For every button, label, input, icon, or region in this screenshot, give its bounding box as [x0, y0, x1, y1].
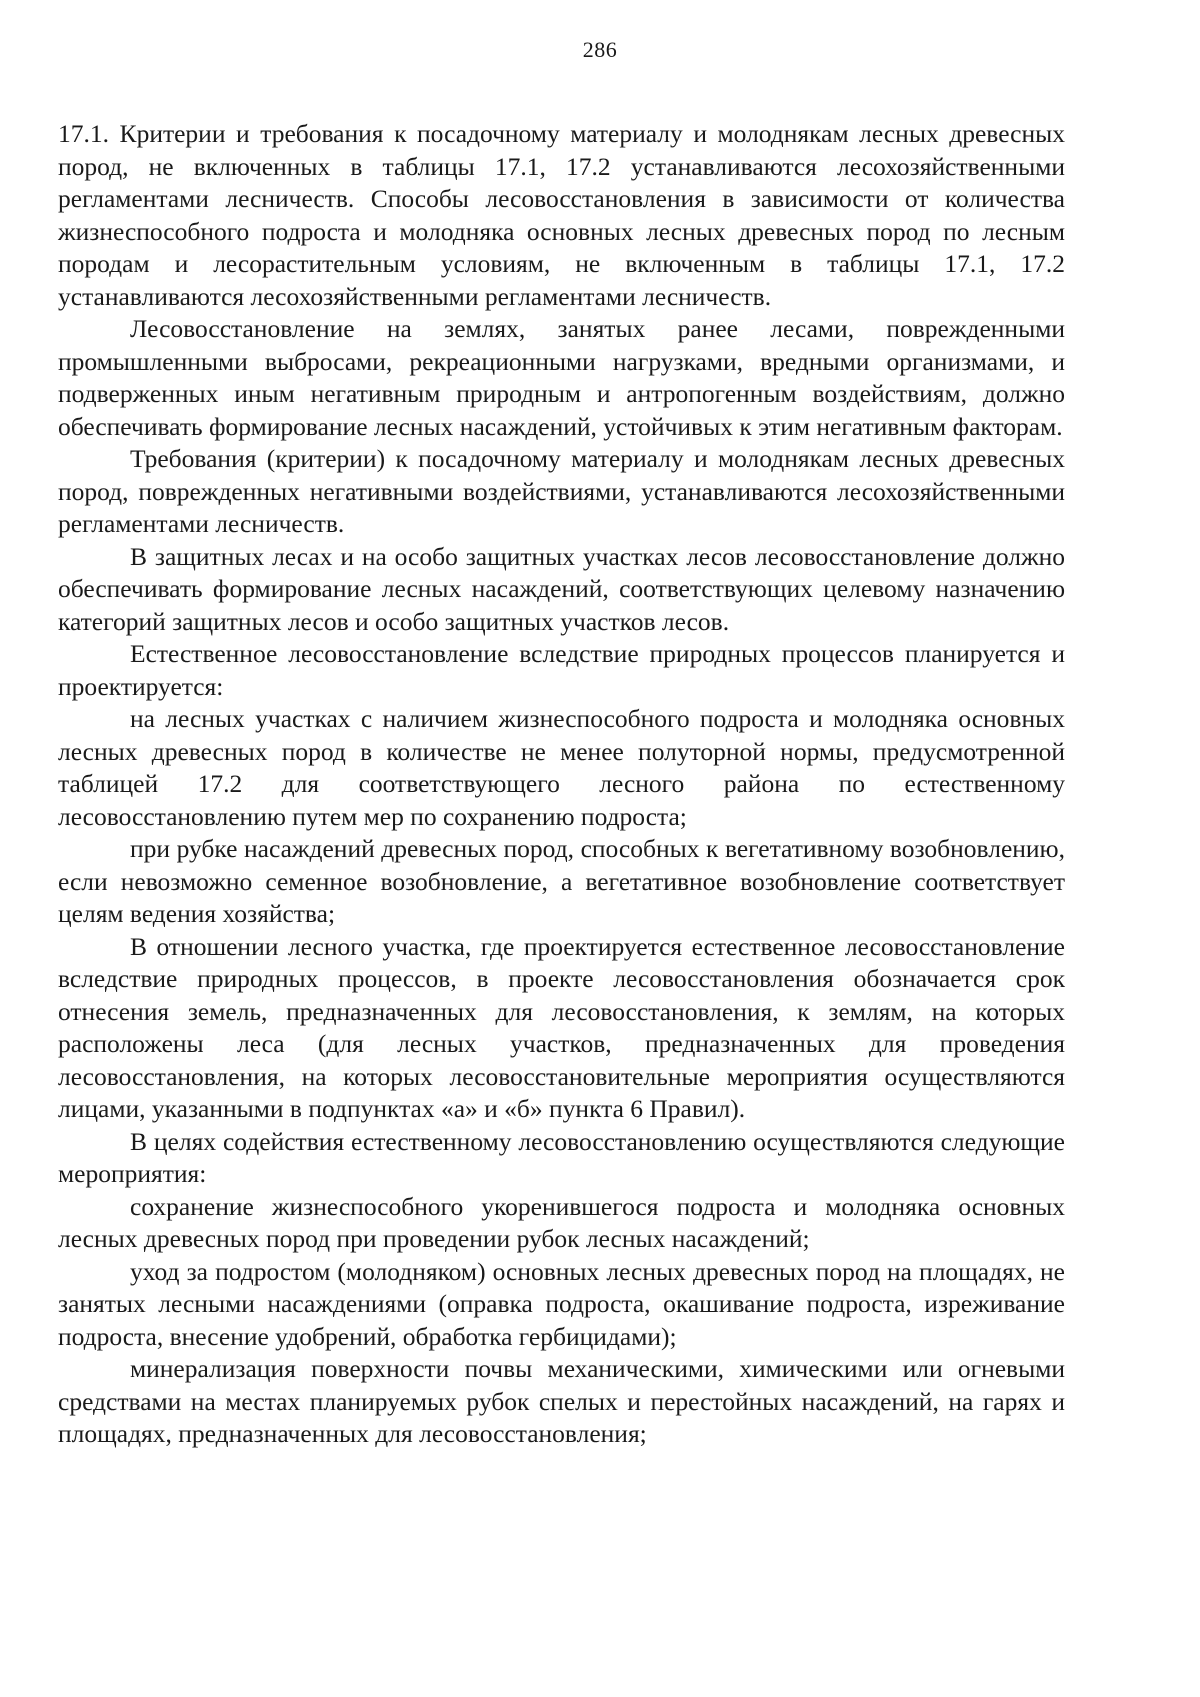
document-body	[58, 118, 1065, 1451]
paragraph-item-undergrowth: на лесных участках с наличием жизнеспособного подроста и молодняка основных лесных древесных пород в количестве не менее полуторной нормы, предусмотренной таблицей 17.2 для соответствующего лесного района по естественному лесовосстановлению путем мер по сохранению подроста;	[58, 704, 1065, 831]
paragraph-criteria-17-1: 17.1. Критерии и требования к посадочному материалу и молоднякам лесных древесных пород, не включенных в таблицы 17.1, 17.2 устанавливаются лесохозяйственными регламентами лесничеств. Способы лесовосстановления в зависимости от количества жизнеспособного подроста и молодняка основных лесных древесных пород по лесным породам и лесорастительным условиям, не включенным в таблицы 17.1, 17.2 устанавливаются лесохозяйственными регламентами лесничеств.	[58, 119, 1065, 311]
paragraph-damaged-lands: Лесовосстановление на землях, занятых ранее лесами, поврежденными промышленными выбросами, рекреационными нагрузками, вредными организмами, и подверженных иным негативным природным и антропогенным воздействиям, должно обеспечивать формирование лесных насаждений, устойчивых к этим негативным факторам.	[58, 314, 1065, 441]
paragraph-natural-restoration: Естественное лесовосстановление вследствие природных процессов планируется и проектируется:	[58, 639, 1065, 701]
paragraph-protective-forests: В защитных лесах и на особо защитных участках лесов лесовосстановление должно обеспечивать формирование лесных насаждений, соответствующих целевому назначению категорий защитных лесов и особо защитных участков лесов.	[58, 541, 1065, 636]
paragraph-land-assignment: В отношении лесного участка, где проектируется естественное лесовосстановление вследствие природных процессов, в проекте лесовосстановления обозначается срок отнесения земель, предназначенных для лесовосстановления, к землям, на которых расположены леса (для лесных участков, предназначенных для проведения лесовосстановления, на которых лесовосстановительные мероприятия осуществляются лицами, указанными в подпунктах «а» и «б» пункта 6 Правил).	[58, 931, 1065, 1123]
paragraph-assistance-measures: В целях содействия естественному лесовосстановлению осуществляются следующие мероприятия:	[58, 1126, 1065, 1188]
paragraph-item-care: уход за подростом (молодняком) основных лесных древесных пород на площадях, не занятых лесными насаждениями (оправка подроста, окашивание подроста, изреживание подроста, внесение удобрений, обработка гербицидами);	[58, 1256, 1065, 1351]
page-number: 286	[582, 37, 618, 62]
paragraph-item-vegetative: при рубке насаждений древесных пород, способных к вегетативному возобновлению, если невозможно семенное возобновление, а вегетативное возобновление соответствует целям ведения хозяйства;	[58, 834, 1065, 928]
paragraph-item-mineralization: минерализация поверхности почвы механическими, химическими или огневыми средствами на местах планируемых рубок спелых и перестойных насаждений, на гарях и площадях, предназначенных для лесовосстановления;	[58, 1354, 1065, 1448]
paragraph-requirements: Требования (критерии) к посадочному материалу и молоднякам лесных древесных пород, поврежденных негативными воздействиями, устанавливаются лесохозяйственными регламентами лесничеств.	[58, 444, 1065, 538]
paragraph-item-preservation: сохранение жизнеспособного укоренившегося подроста и молодняка основных лесных древесных пород при проведении рубок лесных насаждений;	[58, 1191, 1065, 1253]
